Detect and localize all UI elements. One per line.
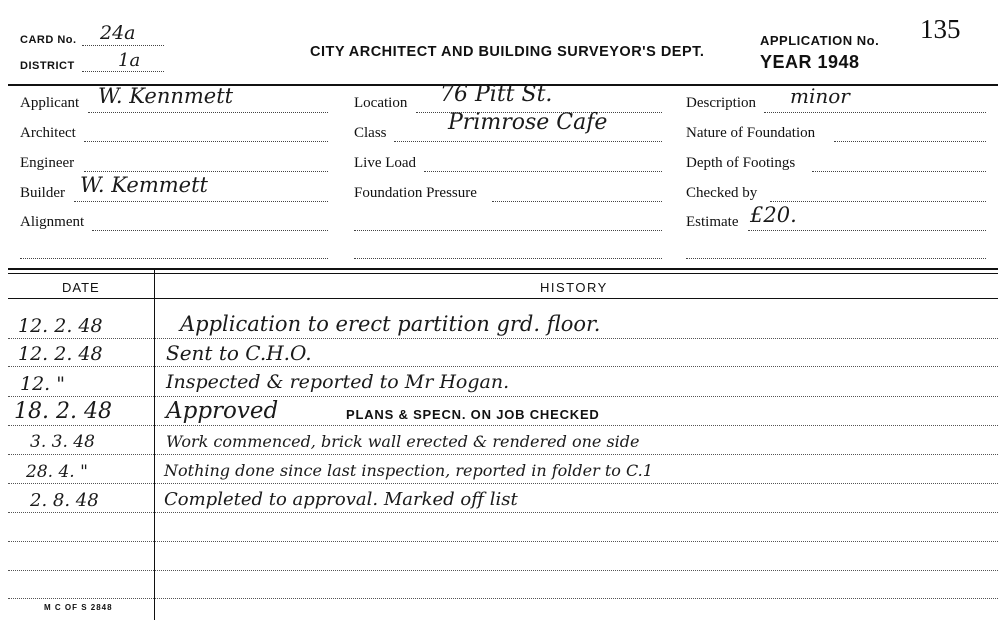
history-date: 2. 8. 48 <box>30 490 99 511</box>
history-text: Completed to approval. Marked off list <box>164 489 518 510</box>
history-date: 3. 3. 48 <box>30 432 95 452</box>
nature-of-foundation-label: Nature of Foundation <box>686 125 816 141</box>
history-column-header: HISTORY <box>540 280 608 295</box>
application-label: APPLICATION No. <box>760 33 880 48</box>
description-value: minor <box>790 84 850 108</box>
history-text: Nothing done since last inspection, reported in folder to C.1 <box>164 461 653 480</box>
district-value: 1a <box>118 50 141 71</box>
estimate-value: £20. <box>750 203 797 227</box>
history-text: Sent to C.H.O. <box>166 341 312 365</box>
class-value: Primrose Cafe <box>448 110 608 135</box>
history-date: 12. 2. 48 <box>18 315 103 337</box>
district-label: DISTRICT <box>20 60 75 72</box>
year-label: YEAR 1948 <box>760 52 860 72</box>
date-column-header: DATE <box>62 280 100 295</box>
history-date: 18. 2. 48 <box>14 399 112 424</box>
department-title: CITY ARCHITECT AND BUILDING SURVEYOR'S DEPT. <box>310 44 705 60</box>
card-no-label: CARD No. <box>20 34 77 46</box>
builder-label: Builder <box>20 185 65 201</box>
checked-by-label: Checked by <box>686 185 758 201</box>
architect-label: Architect <box>20 125 76 141</box>
engineer-label: Engineer <box>20 155 75 171</box>
history-text: Work commenced, brick wall erected & rendered one side <box>166 432 640 451</box>
approval-stamp: PLANS & SPECN. ON JOB CHECKED <box>346 407 600 422</box>
depth-of-footings-label: Depth of Footings <box>686 155 796 171</box>
history-text: Approved <box>166 398 279 424</box>
builder-value: W. Kemmett <box>80 173 208 197</box>
history-text: Inspected & reported to Mr Hogan. <box>166 371 510 393</box>
history-date: 12. 2. 48 <box>18 343 103 365</box>
history-date: 28. 4. " <box>26 462 88 482</box>
history-text: Application to erect partition grd. floor. <box>180 312 601 336</box>
estimate-label: Estimate <box>686 214 739 230</box>
application-number: 135 <box>920 14 961 44</box>
class-label: Class <box>354 125 387 141</box>
alignment-label: Alignment <box>20 214 85 230</box>
applicant-label: Applicant <box>20 95 80 111</box>
live-load-label: Live Load <box>354 155 417 171</box>
description-label: Description <box>686 95 756 111</box>
history-date: 12. " <box>20 373 65 395</box>
form-code: M C OF S 2848 <box>44 603 113 612</box>
applicant-value: W. Kennmett <box>98 84 234 108</box>
location-label: Location <box>354 95 408 111</box>
location-value: 76 Pitt St. <box>440 82 553 107</box>
foundation-pressure-label: Foundation Pressure <box>354 185 477 201</box>
card-no-value: 24a <box>100 22 136 44</box>
